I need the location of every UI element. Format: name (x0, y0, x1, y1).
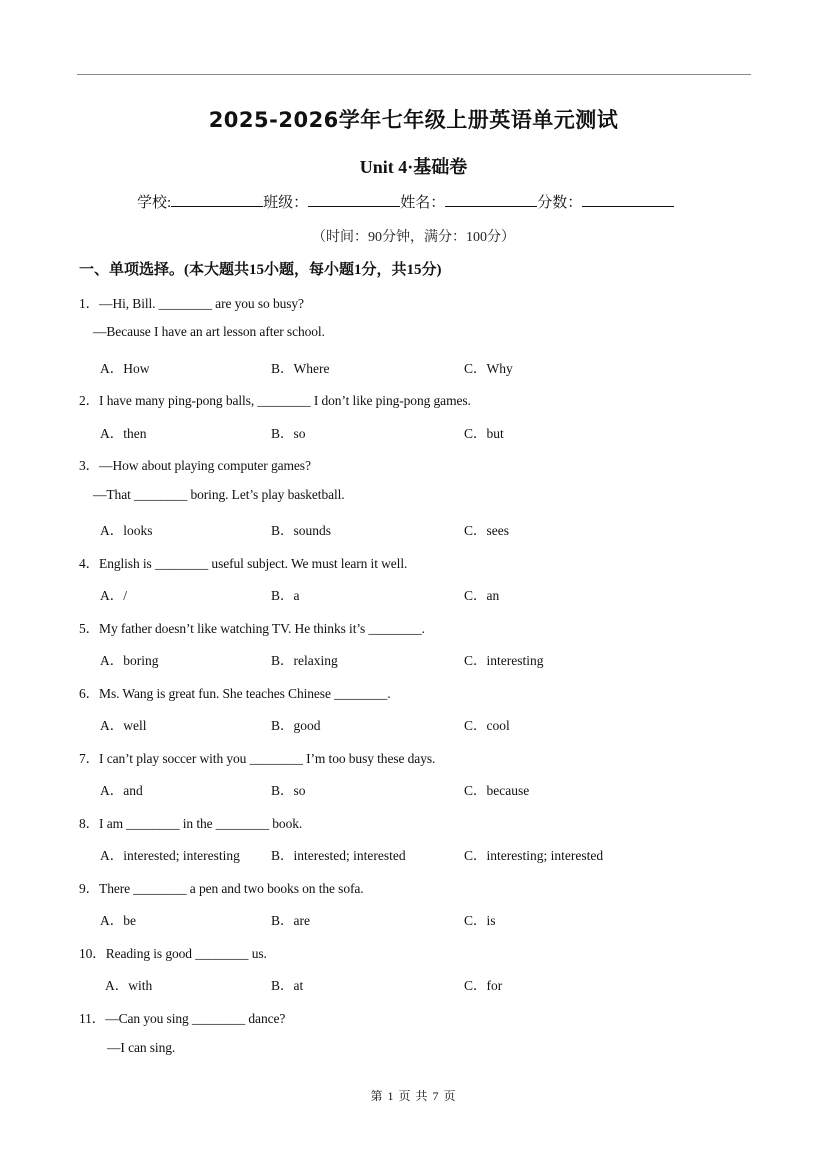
option-a[interactable]: A．/ (100, 588, 127, 603)
question-stem: 6．Ms. Wang is great fun. She teaches Chinese ________. (79, 686, 391, 701)
option-b[interactable]: B．interested; interested (271, 848, 406, 863)
question-stem: 8．I am ________ in the ________ book. (79, 816, 303, 831)
question-stem: 7．I can’t play soccer with you ________ I’m too busy these days. (79, 751, 436, 766)
class-blank[interactable] (308, 192, 400, 207)
option-b[interactable]: B．so (271, 783, 306, 798)
option-c[interactable]: C．sees (464, 523, 509, 538)
option-b[interactable]: B．a (271, 588, 300, 603)
document-title: 2025-2026学年七年级上册英语单元测试 (208, 108, 619, 132)
option-c[interactable]: C．cool (464, 718, 510, 733)
question-stem: 2．I have many ping-pong balls, ________ I don’t like ping-pong games. (79, 393, 471, 408)
class-label: 班级： (263, 195, 309, 211)
question-stem: 9．There ________ a pen and two books on the sofa. (79, 881, 364, 896)
question-stem: 1．—Hi, Bill. ________ are you so busy? (79, 296, 304, 311)
name-label: 姓名： (400, 195, 446, 211)
option-b[interactable]: B．are (271, 913, 310, 928)
option-a[interactable]: A．then (100, 426, 147, 441)
question-reply: —I can sing. (107, 1040, 176, 1055)
option-a[interactable]: A．with (105, 978, 153, 993)
section-title: 一、单项选择。(本大题共15小题，每小题1分，共15分) (79, 262, 442, 278)
option-c[interactable]: C．Why (464, 361, 513, 376)
option-a[interactable]: A．looks (100, 523, 153, 538)
option-b[interactable]: B．so (271, 426, 306, 441)
option-a[interactable]: A．How (100, 361, 150, 376)
option-a[interactable]: A．and (100, 783, 143, 798)
document-subtitle: Unit 4·基础卷 (359, 157, 468, 177)
header-rule (77, 74, 751, 75)
option-c[interactable]: C．interesting (464, 653, 544, 668)
option-a[interactable]: A．be (100, 913, 136, 928)
score-blank[interactable] (582, 192, 674, 207)
option-c[interactable]: C．interesting; interested (464, 848, 604, 863)
question-reply: —Because I have an art lesson after school. (93, 324, 325, 339)
name-blank[interactable] (445, 192, 537, 207)
option-a[interactable]: A．well (100, 718, 147, 733)
option-c[interactable]: C．because (464, 783, 530, 798)
question-stem: 4．English is ________ useful subject. We must learn it well. (79, 556, 408, 571)
option-b[interactable]: B．sounds (271, 523, 332, 538)
option-c[interactable]: C．but (464, 426, 504, 441)
exam-time-and-score: （时间：90分钟，满分：100分） (312, 230, 515, 245)
school-label: 学校: (137, 195, 172, 211)
student-info-line (137, 191, 674, 212)
option-c[interactable]: C．an (464, 588, 500, 603)
score-label: 分数： (537, 195, 583, 211)
question-stem: 11．—Can you sing ________ dance? (79, 1011, 286, 1026)
option-b[interactable]: B．good (271, 718, 321, 733)
option-b[interactable]: B．at (271, 978, 304, 993)
option-a[interactable]: A．boring (100, 653, 159, 668)
question-stem: 10．Reading is good ________ us. (79, 946, 267, 961)
option-b[interactable]: B．Where (271, 361, 330, 376)
question-stem: 5．My father doesn’t like watching TV. He thinks it’s ________. (79, 621, 425, 636)
option-a[interactable]: A．interested; interesting (100, 848, 240, 863)
school-blank[interactable] (171, 192, 263, 207)
page-footer: 第 1 页 共 7 页 (370, 1089, 457, 1103)
option-b[interactable]: B．relaxing (271, 653, 338, 668)
question-reply: —That ________ boring. Let’s play basketball. (93, 487, 345, 502)
option-c[interactable]: C．for (464, 978, 503, 993)
option-c[interactable]: C．is (464, 913, 496, 928)
question-stem: 3．—How about playing computer games? (79, 458, 311, 473)
